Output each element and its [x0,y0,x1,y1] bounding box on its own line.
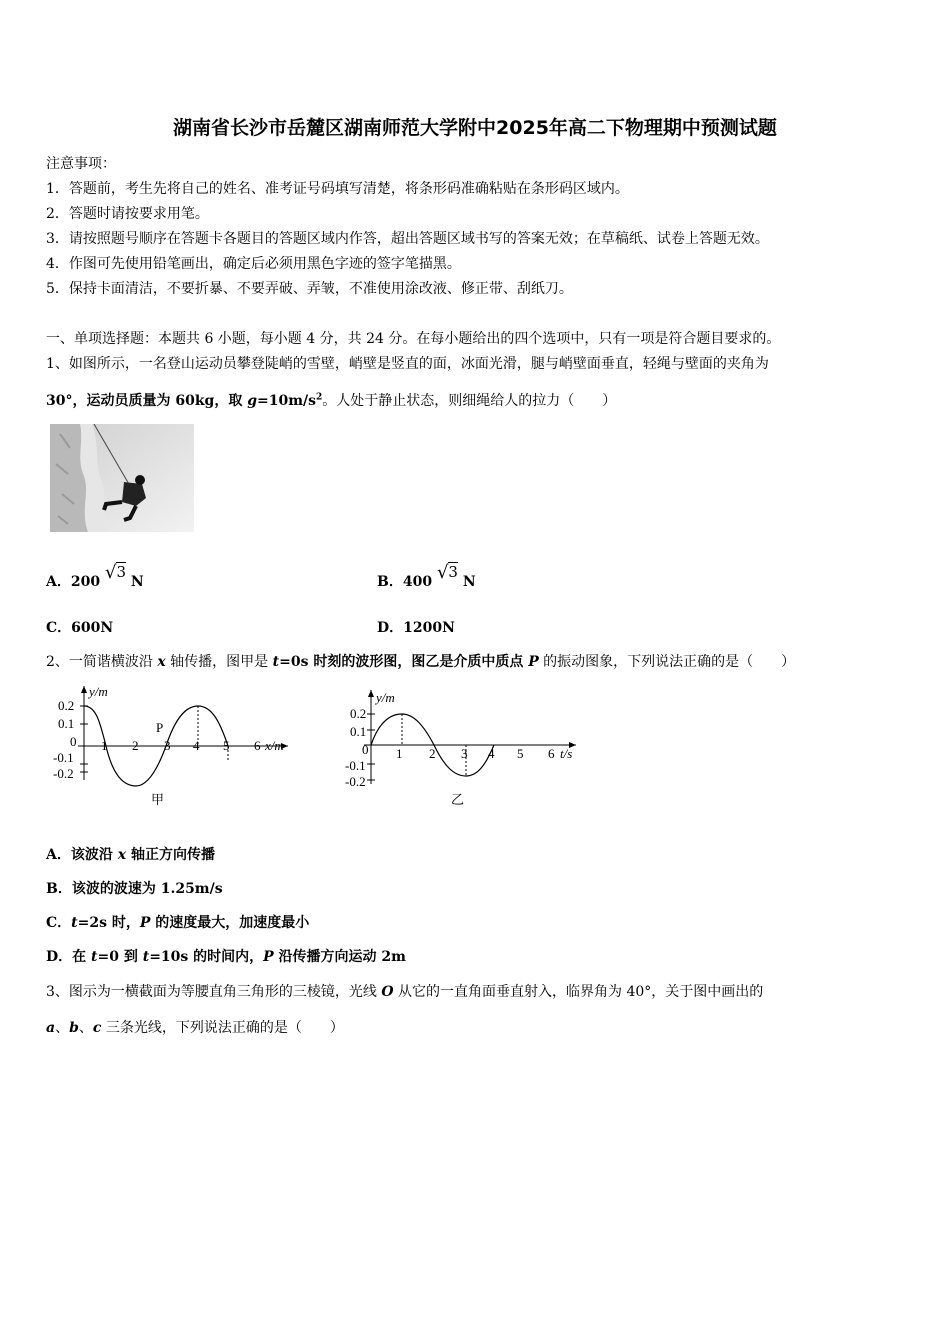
q2-text: 轴传播，图甲是 [165,654,273,670]
option-label: B．400 [377,574,433,590]
y-tick: -0.1 [53,750,74,765]
q2-text: =0s 时刻的波形图，图乙是介质中质点 [279,654,529,670]
option-text: 轴正方向传播 [126,847,215,863]
y-tick: 0.1 [58,716,75,731]
q1-text: 30°，运动员质量为 60kg，取 [46,393,248,409]
option-text: 的速度最大，加速度最小 [150,915,310,931]
option-unit: N [462,574,476,590]
sqrt-symbol: √3 [436,562,458,583]
q2-text: 的振动图象，下列说法正确的是（ ） [538,654,796,670]
q2-option-b[interactable]: B．该波的波速为 1.25m/s [46,881,223,897]
sqrt-symbol: √3 [104,562,126,583]
option-var: x [117,847,127,863]
y-tick: 0 [70,734,77,749]
q1-option-a[interactable] [46,562,144,591]
graph-caption: 乙 [451,792,465,807]
x-tick: 6 [254,738,261,753]
option-var: P [139,915,151,931]
x-tick: 3 [461,746,468,761]
option-label: A．200 [46,574,101,590]
q3-text: 三条光线，下列说法正确的是（ ） [101,1020,344,1036]
x-tick: 1 [101,738,108,753]
q3-sep: 、 [55,1020,70,1036]
notice-item: 1．答题前，考生先将自己的姓名、准考证号码填写清楚，将条形码准确粘贴在条形码区域内。 [46,181,629,197]
q1-option-b[interactable] [377,562,476,591]
q2-var-t: t [272,654,280,670]
x-tick: 1 [396,746,403,761]
q1-text: =10m/s [257,393,317,409]
option-text: 沿传播方向运动 2m [273,949,406,965]
option-text: =2s 时， [77,915,140,931]
q3-stem-line2 [46,1017,344,1037]
q2-text: 2、一简谐横波沿 [46,654,158,670]
y-tick: 0.1 [350,724,367,739]
point-p-label: P [156,720,164,735]
option-text: C． [46,915,72,931]
y-axis-label: y/m [376,690,395,705]
x-tick: 4 [488,746,495,761]
y-tick: 0 [362,742,369,757]
q1-var-g: g [247,393,257,409]
y-axis-label: y/m [89,684,108,699]
y-tick: -0.1 [345,758,366,773]
x-tick: 4 [193,738,200,753]
notice-item: 3．请按照题号顺序在答题卡各题目的答题区域内作答，超出答题区域书写的答案无效；在草稿纸、试卷上答题无效。 [46,231,769,247]
q2-var-p: P [528,654,539,670]
wave-graph-jia [48,680,298,810]
q1-option-c[interactable]: C．600N [46,620,114,636]
x-tick: 5 [223,738,230,753]
sqrt-radicand: 3 [448,563,458,581]
q2-option-a[interactable] [46,844,215,864]
q3-var-c: c [92,1020,102,1036]
x-tick: 2 [132,738,139,753]
option-var: t [142,949,150,965]
q2-option-d[interactable] [46,946,406,966]
x-axis-label: x/m [265,738,284,753]
q1-stem-line2 [46,390,616,410]
q3-var-o: O [381,984,394,1000]
x-tick: 5 [517,746,524,761]
option-var: t [91,949,98,965]
sqrt-radicand: 3 [116,563,126,581]
q3-text: 3、图示为一横截面为等腰直角三角形的三棱镜，光线 [46,984,382,1000]
x-tick: 6 [548,746,555,761]
q1-sup: 2 [316,392,323,403]
q2-option-c[interactable] [46,912,309,932]
notice-item: 2．答题时请按要求用笔。 [46,206,209,222]
q3-var-b: b [69,1020,79,1036]
q1-option-d[interactable]: D．1200N [377,620,455,636]
q2-stem [46,651,795,671]
option-var: t [71,915,78,931]
q2-var-x: x [157,654,166,670]
q3-stem-line1 [46,981,763,1001]
option-text: D．在 [46,949,92,965]
x-tick: 2 [429,746,436,761]
notice-item: 4．作图可先使用铅笔画出，确定后必须用黑色字迹的签字笔描黑。 [46,256,461,272]
y-tick: 0.2 [58,698,75,713]
q1-stem-line1: 1、如图所示，一名登山运动员攀登陡峭的雪壁，峭壁是竖直的面，冰面光滑，腿与峭壁面垂直，轻绳与壁面的夹角为 [46,356,769,372]
section-heading: 一、单项选择题：本题共 6 小题，每小题 4 分，共 24 分。在每小题给出的四个选项中，只有一项是符合题目要求的。 [46,331,781,347]
option-var: P [263,949,274,965]
climber-image [50,424,194,532]
notice-item: 5．保持卡面清洁，不要折暴、不要弄破、弄皱，不准使用涂改液、修正带、刮纸刀。 [46,281,573,297]
vibration-graph-yi [344,686,584,810]
y-tick: -0.2 [345,774,366,789]
x-axis-label: t/s [560,746,573,761]
y-tick: 0.2 [350,706,367,721]
q3-sep: 、 [78,1020,93,1036]
q3-var-a: a [46,1020,56,1036]
x-tick: 3 [164,738,171,753]
option-text: =0 到 [97,949,143,965]
option-text: =10s 的时间内， [149,949,264,965]
y-tick: -0.2 [53,766,74,781]
notice-heading: 注意事项： [46,156,116,172]
option-text: A．该波沿 [46,847,118,863]
q3-text: 从它的一直角面垂直射入，临界角为 40°，关于图中画出的 [393,984,764,1000]
graph-caption: 甲 [151,792,165,807]
page-title: 湖南省长沙市岳麓区湖南师范大学附中2025年高二下物理期中预测试题 [173,117,777,139]
q1-text: 。人处于静止状态，则细绳给人的拉力（ ） [322,393,617,409]
option-unit: N [130,574,144,590]
